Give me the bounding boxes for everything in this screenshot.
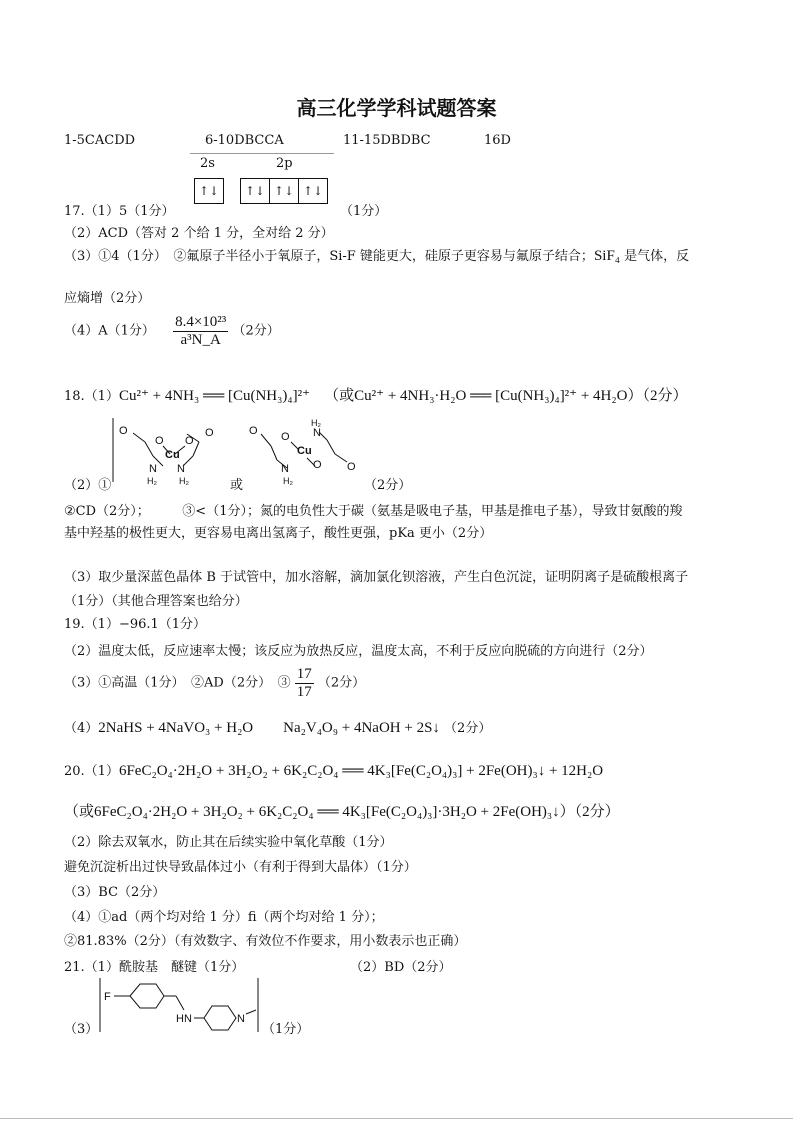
struct-h2: H₂ <box>147 476 157 486</box>
q21-line-1a: 21.（1）酰胺基 醚键（1分） <box>64 960 245 975</box>
q17-line-3c: 是气体，反 <box>624 249 690 264</box>
q17-line-2: （2）ACD（答对 2 个给 1 分，全对给 2 分） <box>64 226 334 241</box>
orbital-2s-label: 2s <box>200 156 215 171</box>
q17-line-3 <box>64 245 689 265</box>
q19-line-3 <box>64 666 365 700</box>
struct-atom-f: F <box>104 991 111 1003</box>
q18-line-3: ②CD（2分）； ③<（1分）；氮的电负性大于碳（氨基是吸电子基，甲基是推电子基），导致甘氨酸的羧 <box>64 504 683 519</box>
bond <box>335 454 347 462</box>
q19-fraction-num: 17 <box>296 666 312 682</box>
q20-line-4: 避免沉淀析出过快导致晶体过小（有利于得到大晶体）（1分） <box>64 860 417 875</box>
orbital-2p-label: 2p <box>276 156 293 171</box>
q17-line-4-pre: （4）A（1分） <box>64 323 155 339</box>
bond <box>327 440 335 454</box>
q18-line-5: （3）取少量深蓝色晶体 B 于试管中，加水溶解，滴加氯化钡溶液，产生白色沉淀，证明阴离子是硫酸根离子 <box>64 570 689 585</box>
mc-answers-3: 11-15DBDBC <box>343 133 431 148</box>
page-bottom-divider <box>0 1118 793 1119</box>
q19-line-3-pre: （3）①高温（1分） ②AD（2分） ③ <box>64 675 291 691</box>
struct-atom-o: O <box>155 435 164 447</box>
struct-atom-o: O <box>185 435 194 447</box>
q18-equation-1: Cu²⁺ + 4NH₃ ══ [Cu(NH₃)₄]²⁺ <box>118 388 311 404</box>
q20-line-3: （2）除去双氧水，防止其在后续实验中氧化草酸（1分） <box>64 835 393 850</box>
mc-answers-4: 16D <box>484 133 511 148</box>
piperidine-ring <box>204 1006 236 1030</box>
q19-line-3-post: （2分） <box>317 675 366 691</box>
benzene-ring <box>130 984 164 1008</box>
q21-line-1b: （2）BD（2分） <box>350 960 452 975</box>
q19-fraction-den: 17 <box>296 683 312 700</box>
q20-line-6: （4）①ad（两个均对给 1 分）fi（两个均对给 1 分）； <box>64 910 384 925</box>
q17-line-1: 17.（1）5（1分） <box>64 204 175 219</box>
q17-line-4-post: （2分） <box>232 323 280 339</box>
q17-line-4 <box>64 314 280 348</box>
struct-h2: H₂ <box>283 476 293 486</box>
bond <box>261 434 271 446</box>
q19-fraction <box>295 666 314 700</box>
q20-equation-1: 6FeC₂O₄·2H₂O + 3H₂O₂ + 6K₂C₂O₄ ══ 4K₃[Fe(C₂O₄)₃] + 2Fe(OH)₃↓ + 12H₂O <box>118 763 604 779</box>
q20-line-5: （3）BC（2分） <box>64 885 166 900</box>
struct-atom-n: N <box>149 463 157 475</box>
struct-atom-hn: HN <box>176 1013 192 1025</box>
bond <box>271 446 277 460</box>
struct-atom-n: N <box>281 463 289 475</box>
q19-line-4 <box>64 716 491 737</box>
bond <box>246 1010 256 1014</box>
q19-line-1: 19.（1）−96.1（1分） <box>64 617 207 632</box>
q20-line-1 <box>64 760 603 780</box>
bond <box>193 442 199 456</box>
orbital-2p-cell-2: ↑↓ <box>270 179 299 203</box>
density-fraction <box>173 314 228 348</box>
q17-line-1-score: （1分） <box>340 204 388 219</box>
mc-answers-1: 1-5CACDD <box>64 133 136 148</box>
q21-line-2-pre: （3） <box>64 1022 99 1037</box>
q20-line-7: ②81.83%（2分）（有效数字、有效位不作要求，用小数表示也正确） <box>64 934 467 949</box>
struct-atom-n: N <box>237 1013 245 1025</box>
q17-line-3a: （3）①4（1分） ②氟原子半径小于氧原子，Si-F 键能更大，硅原子更容易与氟原子结合； <box>64 249 594 264</box>
q18-line-1-pre: 18.（1） <box>64 389 119 404</box>
density-fraction-den: a³N_A <box>180 331 221 348</box>
struct-h2: H₂ <box>179 476 189 486</box>
sif4-formula: SiF₄ <box>593 248 621 264</box>
struct-h2: H₂ <box>311 418 321 428</box>
struct-atom-o: O <box>281 431 290 443</box>
q19-line-4-post: （2分） <box>444 721 492 736</box>
q18-line-4: 基中羟基的极性更大，更容易电离出氢离子，酸性更强，pKa 更小（2分） <box>64 526 493 541</box>
struct-atom-n: N <box>177 463 185 475</box>
q18-line-1 <box>64 384 687 405</box>
orbital-2p-cell-1: ↑↓ <box>241 179 270 203</box>
orbital-2s-box <box>194 178 224 204</box>
q18-line-2-score: （2分） <box>364 478 412 493</box>
mc-answers-2: 6-10DBCCA <box>205 133 284 148</box>
density-fraction-num: 8.4×10²³ <box>175 314 227 330</box>
page-title: 高三化学学科试题答案 <box>296 96 497 120</box>
struct-atom-n: N <box>313 427 321 439</box>
bond <box>145 442 153 456</box>
struct-atom-cu: Cu <box>165 449 180 461</box>
q21-structure <box>98 976 264 1034</box>
struct-atom-cu: Cu <box>297 445 312 457</box>
orbital-frame-top <box>190 153 334 154</box>
bond <box>176 996 184 1010</box>
q18-line-2-pre: （2）① <box>64 478 112 493</box>
struct-atom-o: O <box>205 427 214 439</box>
struct-atom-o: O <box>249 425 258 437</box>
q18-equation-2: （或Cu²⁺ + 4NH₃·H₂O ══ [Cu(NH₃)₄]²⁺ + 4H₂O）（2分） <box>324 388 688 404</box>
bond <box>133 433 145 442</box>
q18-line-6: （1分）（其他合理答案也给分） <box>64 594 248 609</box>
q21-line-2-score: （1分） <box>262 1022 310 1037</box>
q19-equation: 2NaHS + 4NaVO₃ + H₂O Na₂V₄O₉ + 4NaOH + 2S↓ <box>98 720 440 736</box>
orbital-2p-box <box>240 178 328 204</box>
struct-atom-o: O <box>313 459 322 471</box>
q20-line-2 <box>64 800 620 821</box>
q19-line-4-pre: （4） <box>64 721 99 736</box>
q20-equation-2: （或6FeC₂O₄·2H₂O + 3H₂O₂ + 6K₂C₂O₄ ══ 4K₃[Fe(C₂O₄)₃]·3H₂O + 2Fe(OH)₃↓）（2分） <box>64 804 620 820</box>
orbital-2p-cell-3: ↑↓ <box>302 184 324 198</box>
struct-atom-o: O <box>119 425 128 437</box>
q17-line-3-cont: 应熵增（2分） <box>64 291 151 306</box>
struct-atom-o: O <box>347 461 356 473</box>
q20-line-1-pre: 20.（1） <box>64 764 119 779</box>
q19-line-2: （2）温度太低，反应速率太慢；该反应为放热反应，温度太高，不利于反应向脱硫的方向进行（2分） <box>64 644 653 659</box>
q18-or: 或 <box>230 478 244 493</box>
orbital-2s-cell: ↑↓ <box>198 184 220 198</box>
